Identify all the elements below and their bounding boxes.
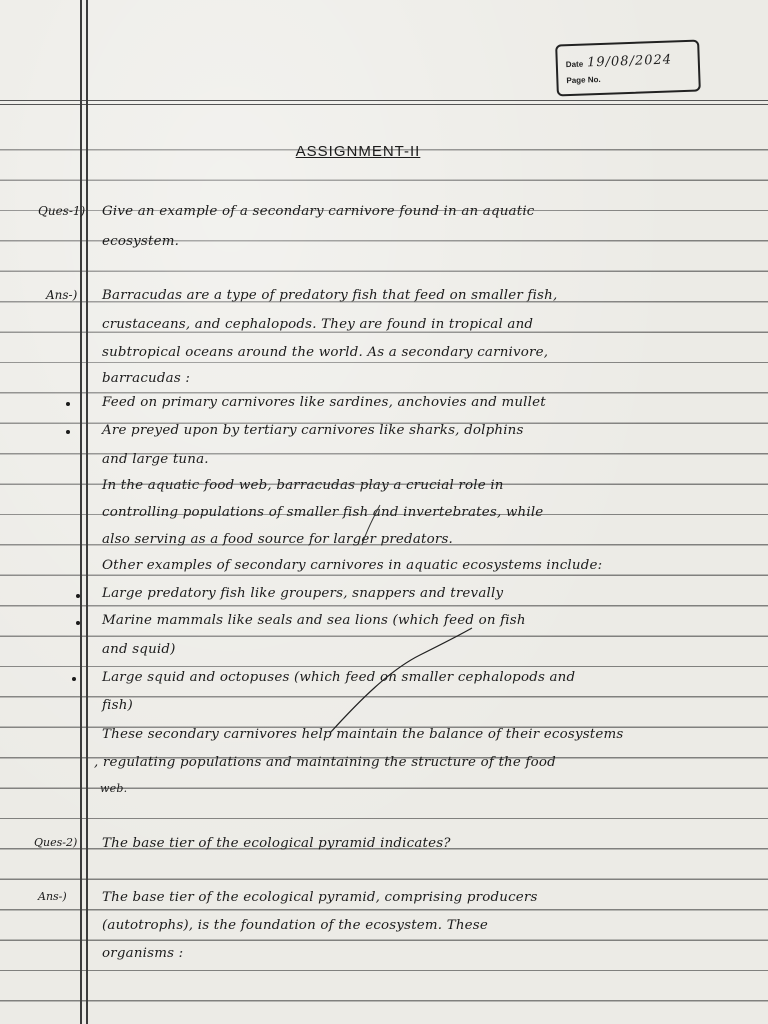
answer-1-line: and large tuna. — [102, 452, 209, 467]
answer-1-line: Feed on primary carnivores like sardines, anchovies and mullet — [102, 395, 546, 410]
answer-1-label: Ans-) — [46, 288, 78, 302]
answer-2-line: The base tier of the ecological pyramid, comprising producers — [102, 890, 538, 905]
page-no-label: Page No. — [566, 74, 601, 86]
answer-1-line: fish) — [102, 698, 133, 713]
pen-stroke-path — [362, 505, 380, 545]
question-1-line: Give an example of a secondary carnivore found in an aquatic — [102, 204, 535, 219]
answer-1-line: subtropical oceans around the world. As a secondary carnivore, — [102, 345, 549, 360]
answer-1-line: controlling populations of smaller fish and invertebrates, while — [102, 505, 544, 520]
answer-1-line: Marine mammals like seals and sea lions (which feed on fish — [102, 613, 526, 628]
answer-1-line: , regulating populations and maintaining the structure of the food — [94, 755, 556, 770]
answer-1-line: Other examples of secondary carnivores in aquatic ecosystems include: — [102, 558, 603, 573]
answer-1-line: Barracudas are a type of predatory fish that feed on smaller fish, — [102, 288, 558, 303]
question-2-label: Ques-2) — [34, 836, 78, 849]
answer-2-line: (autotrophs), is the foundation of the ecosystem. These — [102, 918, 488, 933]
answer-2-line: organisms : — [102, 946, 184, 961]
answer-1-line: and squid) — [102, 642, 176, 657]
date-label: Date — [565, 59, 584, 70]
pen-stroke-path — [330, 628, 472, 733]
answer-1-line: Large squid and octopuses (which feed on smaller cephalopods and — [102, 670, 576, 685]
answer-1-line: crustaceans, and cephalopods. They are found in tropical and — [102, 317, 534, 332]
answer-1-line: also serving as a food source for larger predators. — [102, 532, 453, 547]
answer-1-line: web. — [100, 782, 128, 795]
answer-1-line: Are preyed upon by tertiary carnivores like sharks, dolphins — [102, 423, 524, 438]
question-2-line: The base tier of the ecological pyramid indicates? — [102, 836, 451, 851]
answer-2-label: Ans-) — [38, 890, 67, 903]
page-title-text: ASSIGNMENT-II — [295, 143, 421, 160]
question-1-label: Ques-1) — [38, 204, 86, 218]
answer-1-line: barracudas : — [102, 371, 191, 386]
date-value: 19/08/2024 — [586, 52, 673, 71]
answer-1-line: These secondary carnivores help maintain the balance of their ecosystems — [102, 727, 624, 742]
answer-1-line: Large predatory fish like groupers, snappers and trevally — [102, 586, 504, 601]
answer-1-line: In the aquatic food web, barracudas play a crucial role in — [102, 478, 504, 493]
question-1-line: ecosystem. — [102, 234, 180, 249]
